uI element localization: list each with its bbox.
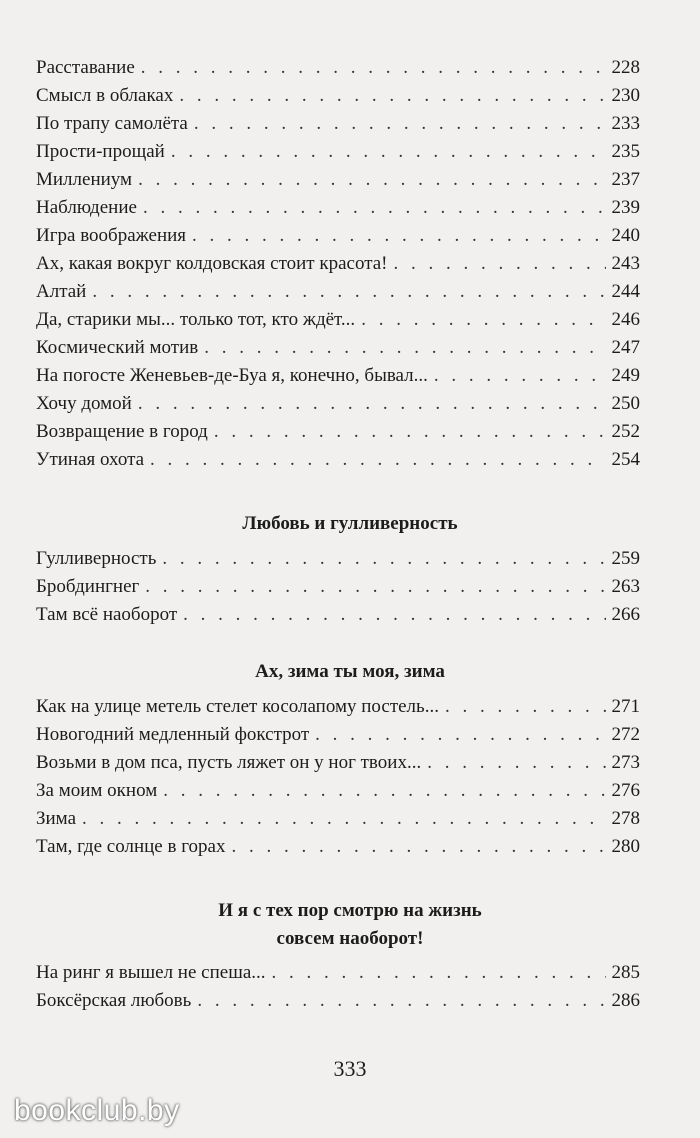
dot-leader [214, 418, 606, 446]
toc-page-number: 273 [611, 752, 640, 773]
toc-title: Гулливерность [36, 548, 157, 569]
dot-leader [163, 777, 605, 805]
toc-page-number: 250 [611, 393, 640, 414]
toc-entry [36, 749, 640, 777]
toc-entry [36, 166, 640, 194]
toc-page-number: 244 [611, 281, 640, 302]
toc-title: Возьми в дом пса, пусть ляжет он у ног твоих... [36, 752, 422, 773]
toc-page-number: 246 [611, 309, 640, 330]
toc-title: Смысл в облаках [36, 85, 174, 106]
watermark: bookclub.by [14, 1094, 180, 1127]
toc-entry [36, 446, 640, 474]
dot-leader [82, 805, 605, 833]
toc-title: Бробдингнег [36, 576, 140, 597]
toc-page-number: 263 [611, 576, 640, 597]
toc-entry [36, 110, 640, 138]
dot-leader [145, 573, 605, 601]
toc-page-number: 278 [611, 808, 640, 829]
dot-leader [171, 138, 606, 166]
dot-leader [434, 362, 606, 390]
toc-title: Утиная охота [36, 449, 145, 470]
toc-entry [36, 777, 640, 805]
dot-leader [143, 194, 606, 222]
dot-leader [315, 721, 605, 749]
toc-page-number: 286 [611, 990, 640, 1011]
toc-title: Боксёрская любовь [36, 990, 192, 1011]
dot-leader [204, 334, 605, 362]
toc-page-number: 228 [611, 57, 640, 78]
toc-page-number: 230 [611, 85, 640, 106]
toc-title: Новогодний медленный фокстрот [36, 724, 310, 745]
toc-title: Зима [36, 808, 77, 829]
toc-page-number: 249 [611, 365, 640, 386]
toc-entry [36, 82, 640, 110]
dot-leader [138, 166, 605, 194]
toc-title: Хочу домой [36, 393, 132, 414]
dot-leader [179, 82, 605, 110]
toc-title: Там всё наоборот [36, 604, 178, 625]
toc-page-number: 252 [611, 421, 640, 442]
toc-entry [36, 306, 640, 334]
toc-page-number: 247 [611, 337, 640, 358]
toc-title: Алтай [36, 281, 87, 302]
section-heading: Любовь и гулливерность [242, 513, 458, 534]
toc-entry [36, 721, 640, 749]
toc-page-number: 271 [611, 696, 640, 717]
toc-title: По трапу самолёта [36, 113, 188, 134]
toc-entry [36, 418, 640, 446]
toc-page-number: 266 [611, 604, 640, 625]
section-heading: Ах, зима ты моя, зима [255, 661, 445, 682]
toc-page-number: 233 [611, 113, 640, 134]
toc-page-number: 240 [611, 225, 640, 246]
toc-page-number: 285 [611, 962, 640, 983]
dot-leader [192, 222, 605, 250]
toc-title: Возвращение в город [36, 421, 208, 442]
dot-leader [183, 601, 605, 629]
toc-page-number: 276 [611, 780, 640, 801]
toc-title: За моим окном [36, 780, 158, 801]
toc-title: Там, где солнце в горах [36, 836, 226, 857]
dot-leader [394, 250, 606, 278]
toc-page-number: 254 [611, 449, 640, 470]
dot-leader [194, 110, 606, 138]
toc-title: Прости-прощай [36, 141, 165, 162]
dot-leader [272, 959, 606, 987]
toc-page-number: 239 [611, 197, 640, 218]
dot-leader [150, 446, 605, 474]
dot-leader [231, 833, 605, 861]
toc-title: Расставание [36, 57, 135, 78]
toc-title: Космический мотив [36, 337, 199, 358]
toc-page-number: 280 [611, 836, 640, 857]
dot-leader [141, 54, 606, 82]
dot-leader [162, 545, 605, 573]
toc-entry [36, 805, 640, 833]
toc-page-number: 272 [611, 724, 640, 745]
page-number: 333 [333, 1056, 367, 1081]
toc-title: Как на улице метель стелет косолапому постель... [36, 696, 439, 717]
toc-title: Миллениум [36, 169, 133, 190]
toc-page-number: 259 [611, 548, 640, 569]
section-heading-line1: И я с тех пор смотрю на жизнь [218, 900, 482, 921]
dot-leader [361, 306, 605, 334]
dot-leader [427, 749, 605, 777]
toc-entry [36, 573, 640, 601]
dot-leader [445, 693, 606, 721]
toc-entry [36, 138, 640, 166]
toc-entry [36, 390, 640, 418]
toc-entry [36, 194, 640, 222]
dot-leader [197, 987, 605, 1015]
toc-entry [36, 693, 640, 721]
toc-entry [36, 362, 640, 390]
toc-page-number: 237 [611, 169, 640, 190]
toc-entry [36, 278, 640, 306]
dot-leader [92, 278, 605, 306]
toc-title: На ринг я вышел не спеша... [36, 962, 266, 983]
toc-title: Игра воображения [36, 225, 187, 246]
toc-entry [36, 54, 640, 82]
toc-title: Наблюдение [36, 197, 137, 218]
toc-entry [36, 545, 640, 573]
toc-title: Ах, какая вокруг колдовская стоит красота! [36, 253, 388, 274]
toc-entry [36, 987, 640, 1015]
toc-entry [36, 334, 640, 362]
toc-entry [36, 601, 640, 629]
toc-entry [36, 833, 640, 861]
toc-title: На погосте Женевьев-де-Буа я, конечно, бывал... [36, 365, 428, 386]
toc-entry [36, 250, 640, 278]
toc-page-number: 235 [611, 141, 640, 162]
toc-entry [36, 222, 640, 250]
dot-leader [138, 390, 606, 418]
section-heading-line2: совсем наоборот! [276, 928, 424, 949]
toc-page-number: 243 [611, 253, 640, 274]
toc-title: Да, старики мы... только тот, кто ждёт... [36, 309, 356, 330]
toc-entry [36, 959, 640, 987]
